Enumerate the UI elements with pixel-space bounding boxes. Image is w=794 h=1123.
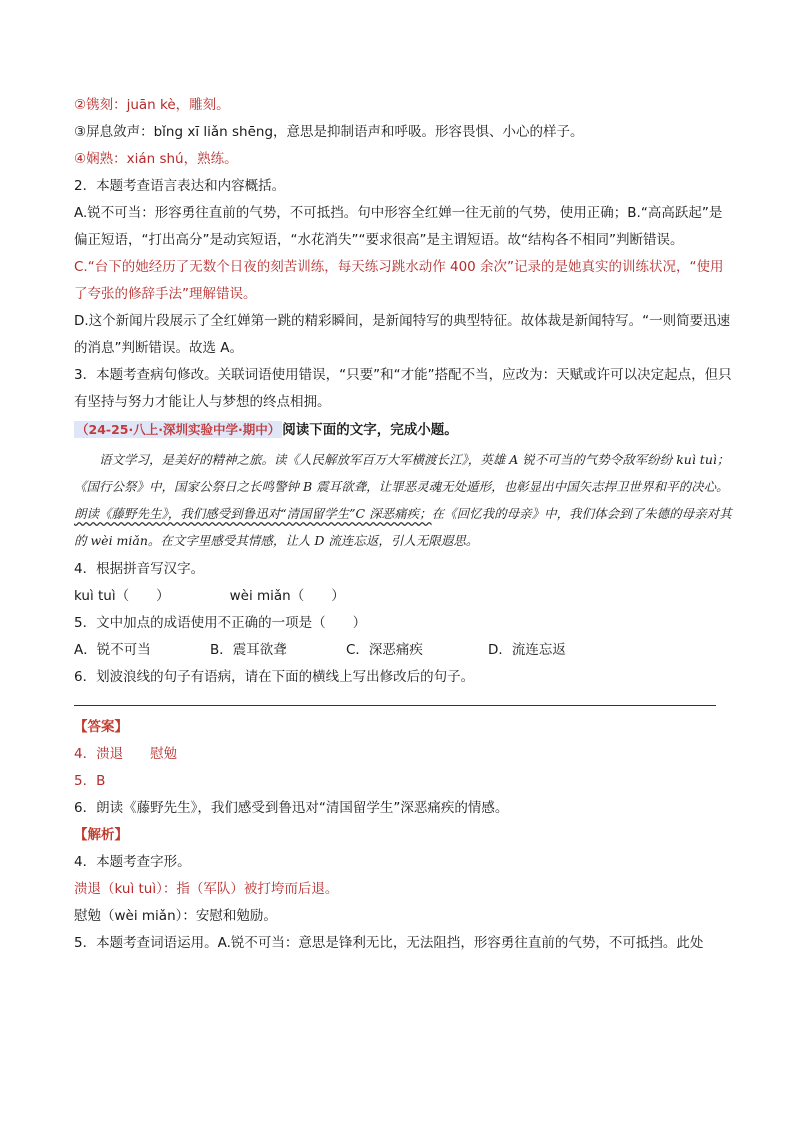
reading-passage xyxy=(74,446,734,554)
choice-a: A．锐不可当 xyxy=(74,642,151,658)
blank-kuitui: kuì tuì（ ） xyxy=(74,588,170,604)
note-line-2: ②镌刻：juān kè，雕刻。 xyxy=(74,97,230,113)
passage-wavy-sentence: 朗读《藤野先生》，我们感受到鲁迅对“清国留学生”C 深恶痛疾； xyxy=(74,506,432,521)
question-5: 5．文中加点的成语使用不正确的一项是（ ） xyxy=(74,615,367,631)
analysis-option-a: A.锐不可当：形容勇往直前的气势，不可抵挡。句中形容全红婵一往无前的气势，使用正确；B.“高高跃起”是偏正短语，“打出高分”是动宾短语，“水花消失”“要求很高”是主谓短语。故“结构各不相同”判断错误。 xyxy=(74,205,723,248)
analysis-heading: 【解析】 xyxy=(74,827,128,843)
passage-part-1: 语文学习，是美好的精神之旅。读《人民解放军百万大军横渡长江》，英雄 A 锐不可当的气势令敌军纷纷 kuì tuì；《国行公祭》中，国家公祭日之长鸣警钟 B 震耳欲聋，让罪恶灵魂无处遁形，也彰显出中国矢志捍卫世界和平的决心。 xyxy=(74,452,730,494)
choice-d: D．流连忘返 xyxy=(488,642,566,658)
analysis-4: 4．本题考查字形。 xyxy=(74,854,191,870)
question-4: 4．根据拼音写汉字。 xyxy=(74,561,205,577)
analysis-option-d: D.这个新闻片段展示了全红婵第一跳的精彩瞬间，是新闻特写的典型特征。故体裁是新闻特写。“一则简要迅速的消息”判断错误。故选 A。 xyxy=(74,313,731,356)
analysis-4a: 溃退（kuì tuì）：指（军队）被打垮而后退。 xyxy=(74,881,339,897)
choice-b: B．震耳欲聋 xyxy=(210,642,287,658)
question-4-blanks xyxy=(74,583,734,610)
question-2-heading: 2．本题考查语言表达和内容概括。 xyxy=(74,178,286,194)
answer-line xyxy=(74,705,716,706)
question-6: 6．划波浪线的句子有语病，请在下面的横线上写出修改后的句子。 xyxy=(74,669,475,685)
answer-heading: 【答案】 xyxy=(74,719,128,735)
choice-c: C．深恶痛疾 xyxy=(346,642,423,658)
analysis-4b: 慰勉（wèi miǎn）：安慰和勉励。 xyxy=(74,908,277,924)
document-content xyxy=(74,92,734,957)
blank-weimian: wèi miǎn（ ） xyxy=(229,588,345,604)
note-line-3: ③屏息敛声：bǐng xī liǎn shēng，意思是抑制语声和呼吸。形容畏惧、小心的样子。 xyxy=(74,124,584,140)
analysis-question-3: 3．本题考查病句修改。关联词语使用错误，“只要”和“才能”搭配不当，应改为：天赋或许可以决定起点，但只有坚持与努力才能让人与梦想的终点相拥。 xyxy=(74,367,732,410)
answer-5: 5．B xyxy=(74,773,106,789)
note-line-4: ④娴熟：xián shú，熟练。 xyxy=(74,151,238,167)
reading-section-header xyxy=(74,416,734,444)
answer-6: 6．朗读《藤野先生》，我们感受到鲁迅对“清国留学生”深恶痛疾的情感。 xyxy=(74,800,509,816)
analysis-option-c: C.“台下的她经历了无数个日夜的刻苦训练，每天练习跳水动作 400 余次”记录的是她真实的训练状况，“使用了夸张的修辞手法”理解错误。 xyxy=(74,259,724,302)
analysis-5: 5．本题考查词语运用。A.锐不可当：意思是锋利无比，无法阻挡，形容勇往直前的气势，不可抵挡。此处 xyxy=(74,935,704,951)
answer-4: 4．溃退 慰勉 xyxy=(74,746,178,762)
source-tag: （24-25·八上·深圳实验中学·期中） xyxy=(76,422,281,437)
reading-instruction: 阅读下面的文字，完成小题。 xyxy=(282,422,458,438)
question-5-choices xyxy=(74,637,734,664)
passage-part-2: 在《回忆我的母亲》中，我们体会到了朱德的母亲对其的 wèi miǎn。在文字里感受其情感，让人 D 流连忘返，引人无限遐思。 xyxy=(74,506,732,548)
